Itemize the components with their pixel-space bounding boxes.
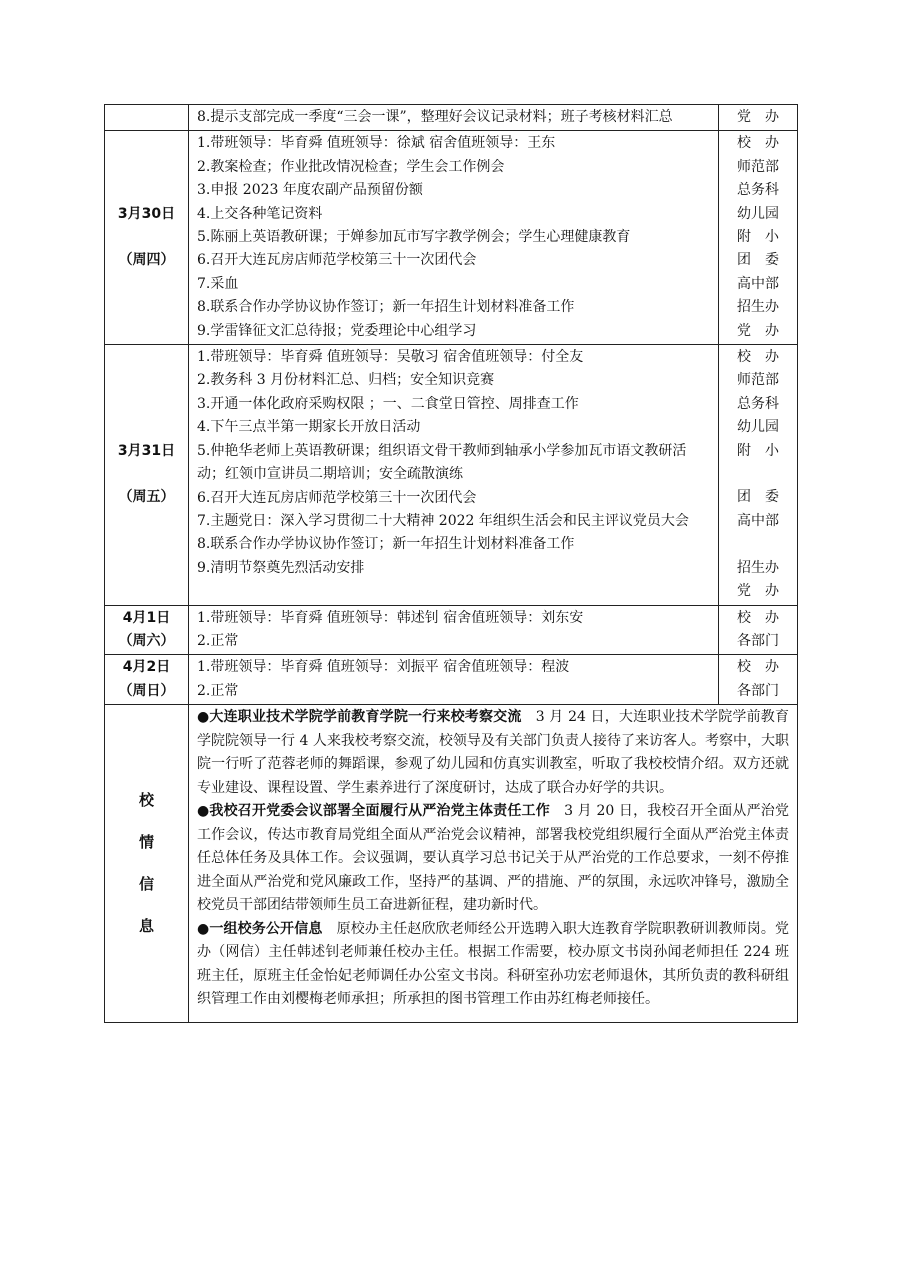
table-row: [105, 131, 798, 345]
task-item: 3.申报 2023 年度农副产品预留份额: [197, 182, 423, 199]
table-row: [105, 655, 798, 705]
dept-item: 招生办: [737, 299, 779, 316]
dept-item: 总务科: [737, 395, 779, 412]
weekday-label: （周日）: [118, 682, 175, 699]
dept-item: 团 委: [737, 489, 779, 506]
news-item: [197, 706, 789, 800]
task-item: 5.陈丽上英语教研课；于婵参加瓦市写字教学例会；学生心理健康教育: [197, 229, 631, 246]
schedule-sheet: [104, 104, 797, 1023]
dept-item: 校 办: [737, 659, 779, 676]
dept-item: 幼儿园: [737, 419, 779, 436]
news-body: 3 月 20 日，我校召开全面从严治党工作会议，传达市教育局党组全面从严治党会议精神，部署我校党组织履行全面从严治党主体责任总体任务及具体工作。会议强调，要认真学习总书记关于从严治党的工作总要求，一刻不停推进全面从严治党和党风廉政工作，坚持严的基调、严的措施、严的氛围，永远吹冲锋号，激励全校党员干部团结带领师生员工奋进新征程，建功新时代。: [197, 803, 789, 914]
date-gap: [105, 226, 188, 249]
info-label-char: 信: [138, 875, 154, 894]
dept-item: 各部门: [737, 682, 779, 699]
task-item: 2.正常: [197, 632, 239, 649]
task-item: 1.带班领导：毕育舜 值班领导：韩述钊 宿舍值班领导：刘东安: [197, 609, 584, 626]
dept-item: 总务科: [737, 182, 779, 199]
date-cell: [105, 131, 189, 345]
task-item: 8.联系合作办学协议协作签订；新一年招生计划材料准备工作: [197, 536, 575, 553]
dept-item: 党 办: [737, 583, 779, 600]
table-row: [105, 605, 798, 655]
task-cell: [189, 345, 719, 605]
task-item: 8.联系合作办学协议协作签订；新一年招生计划材料准备工作: [197, 299, 575, 316]
weekday-label: （周五）: [118, 489, 175, 506]
dept-cell: [719, 605, 798, 655]
dept-spacer: [723, 533, 793, 556]
weekday-label: （周四）: [118, 252, 175, 269]
task-item: 9.学雷锋征文汇总待报；党委理论中心组学习: [197, 322, 477, 339]
dept-item: 校 办: [737, 349, 779, 366]
table-row: [105, 345, 798, 605]
task-item: 1.带班领导：毕育舜 值班领导：刘振平 宿舍值班领导：程波: [197, 659, 570, 676]
task-item: 9.清明节祭奠先烈活动安排: [197, 559, 365, 576]
school-info-content: [189, 705, 798, 1023]
task-item: 2.教务科 3 月份材料汇总、归档；安全知识竞赛: [197, 372, 495, 389]
task-item: 6.召开大连瓦房店师范学校第三十一次团代会: [197, 252, 477, 269]
dept-cell: [719, 655, 798, 705]
news-body: 原校办主任赵欣欣老师经公开选聘入职大连教育学院职教研训教师岗。党办（网信）主任韩述钊老师兼任校办主任。根据工作需要，校办原文书岗孙闻老师担任 224 班班主任，原班主任金怡妃老师调任办公室文书岗。科研室孙功宏老师退休，其所负责的教科研组织管理工作由刘樱梅老师承担；所承担的图书管理工作由苏红梅老师接任。: [197, 920, 789, 1008]
dept-item: 校 办: [737, 135, 779, 152]
school-info-label: [105, 705, 189, 1023]
task-item: 8.提示支部完成一季度“三会一课”，整理好会议记录材料；班子考核材料汇总: [197, 109, 673, 125]
task-item: 5.仲艳华老师上英语教研课；组织语文骨干教师到轴承小学参加瓦市语文教研活动；红领巾宣讲员二期培训；安全疏散演练: [197, 442, 687, 483]
task-item: 1.带班领导：毕育舜 值班领导：吴敬习 宿舍值班领导：付全友: [197, 349, 584, 366]
date-cell: [105, 655, 189, 705]
dept-item: 师范部: [737, 372, 779, 389]
news-item: [197, 800, 789, 918]
table-row: [105, 105, 798, 131]
task-item: 2.教案检查；作业批改情况检查；学生会工作例会: [197, 158, 505, 175]
task-cell: [189, 131, 719, 345]
news-item: [197, 918, 789, 1012]
task-cell: [189, 105, 719, 131]
dept-item: 高中部: [737, 275, 779, 292]
news-title: ●一组校务公开信息: [197, 920, 323, 937]
info-label-char: 校: [138, 791, 154, 810]
news-body: 3 月 24 日，大连职业技术学院学前教育学院院领导一行 4 人来我校考察交流，校领导及有关部门负责人接待了来访客人。考察中，大职院一行听了范蓉老师的舞蹈课，参观了幼儿园和仿真实训教室，听取了我校校情介绍。双方还就专业建设、课程设置、学生素养进行了深度研讨，达成了联合办好学的共识。: [197, 709, 790, 796]
school-info-row: [105, 705, 798, 1023]
task-item: 1.带班领导：毕育舜 值班领导：徐斌 宿舍值班领导：王东: [197, 135, 556, 152]
date-gap: [105, 463, 188, 486]
date-label: 4月1日: [122, 609, 171, 626]
task-item: 3.开通一体化政府采购权限 ；一、二食堂日管控、周排查工作: [197, 395, 579, 412]
dept-item: 招生办: [737, 559, 779, 576]
date-label: 4月2日: [122, 659, 171, 676]
date-label: 3月30日: [117, 205, 176, 222]
dept-item: 各部门: [737, 632, 779, 649]
dept-item: 高中部: [737, 512, 779, 529]
date-label: 3月31日: [117, 442, 176, 459]
date-cell: [105, 345, 189, 605]
dept-spacer: [723, 463, 793, 486]
dept-item: 师范部: [737, 158, 779, 175]
task-item: 4.下午三点半第一期家长开放日活动: [197, 419, 421, 436]
schedule-body: [105, 105, 798, 1023]
dept-item: 校 办: [737, 609, 779, 626]
news-title: ●我校召开党委会议部署全面履行从严治党主体责任工作: [197, 803, 550, 820]
task-item: 7.采血: [197, 275, 239, 292]
task-cell: [189, 605, 719, 655]
weekday-label: （周六）: [118, 632, 175, 649]
dept-cell: [719, 345, 798, 605]
dept-item: 党 办: [737, 109, 779, 125]
info-label-char: 息: [138, 917, 154, 936]
date-cell: [105, 105, 189, 131]
dept-item: 党 办: [737, 322, 779, 339]
task-item: 2.正常: [197, 682, 239, 699]
dept-item: 团 委: [737, 252, 779, 269]
weekly-schedule-table: [104, 104, 798, 1023]
task-item: 4.上交各种笔记资料: [197, 205, 323, 222]
dept-cell: [719, 105, 798, 131]
dept-item: 幼儿园: [737, 205, 779, 222]
dept-item: 附 小: [737, 229, 779, 246]
date-cell: [105, 605, 189, 655]
dept-item: 附 小: [737, 442, 779, 459]
news-title: ●大连职业技术学院学前教育学院一行来校考察交流: [197, 709, 522, 726]
task-cell: [189, 655, 719, 705]
task-item: 7.主题党日：深入学习贯彻二十大精神 2022 年组织生活会和民主评议党员大会: [197, 512, 689, 529]
info-label-char: 情: [138, 833, 154, 852]
task-item: 6.召开大连瓦房店师范学校第三十一次团代会: [197, 489, 477, 506]
dept-cell: [719, 131, 798, 345]
